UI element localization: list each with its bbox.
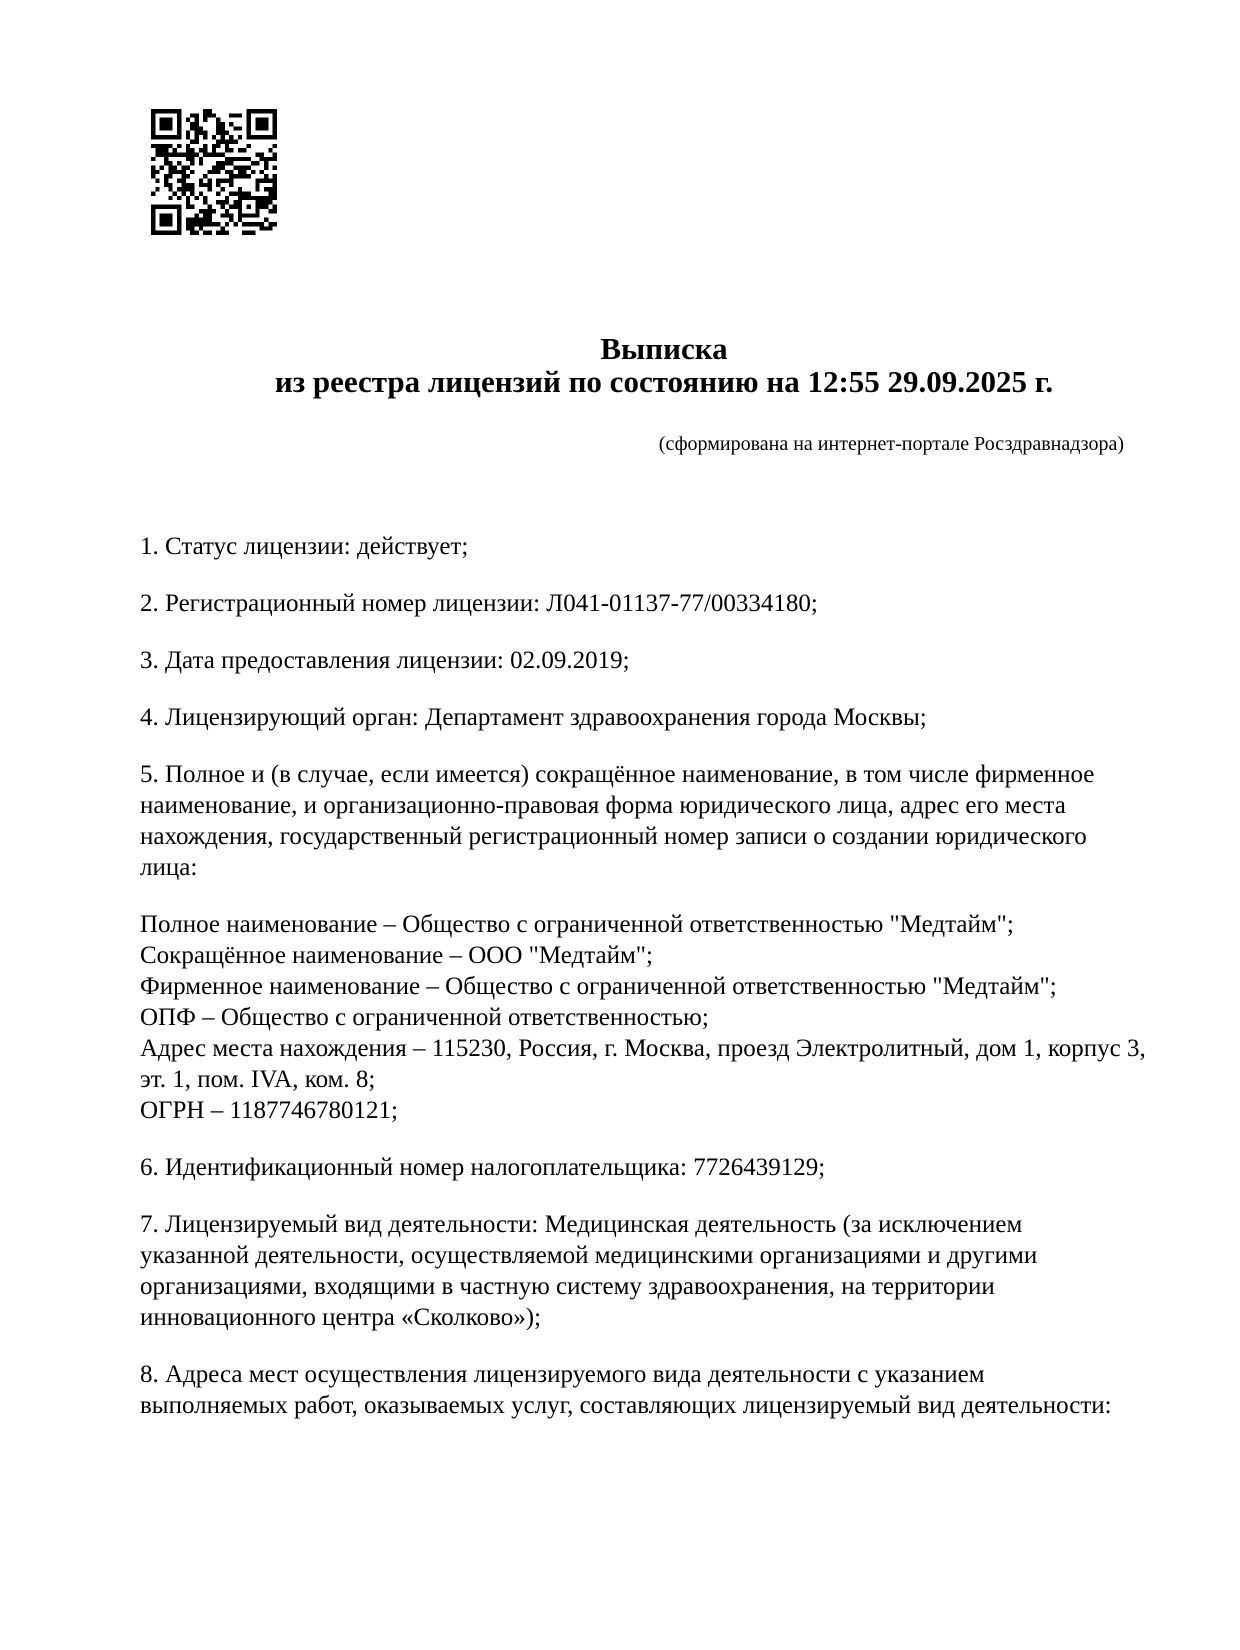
paragraph-inn: 6. Идентификационный номер налогоплательщика: 7726439129; (140, 1154, 826, 1181)
paragraph-grant-date: 3. Дата предоставления лицензии: 02.09.2019; (140, 647, 630, 674)
qr-code (151, 109, 277, 235)
company-short-name: Сокращённое наименование – ООО "Медтайм"; (140, 942, 653, 969)
formation-note: (сформирована на интернет-портале Росздравнадзора) (658, 433, 1124, 455)
company-full-name: Полное наименование – Общество с ограниченной ответственностью "Медтайм"; (140, 911, 1014, 938)
paragraph-licensed-activity: 7. Лицензируемый вид деятельности: Медицинская деятельность (за исключением указанной деятельности, осуществляемой медицинскими организациями и другими организациями, входящими в частную систему здравоохранения, на территории инновационного центра «Сколково»); (140, 1211, 1038, 1331)
document-header (88, 332, 1240, 398)
paragraph-registration-number: 2. Регистрационный номер лицензии: Л041-01137-77/00334180; (140, 590, 818, 617)
document-title-line-2: из реестра лицензий по состоянию на 12:55 29.09.2025 г. (274, 364, 1054, 399)
company-address-line-2: эт. 1, пом. IVA, ком. 8; (140, 1066, 376, 1093)
paragraph-addresses-intro: 8. Адреса мест осуществления лицензируемого вида деятельности с указанием выполняемых работ, оказываемых услуг, составляющих лицензируемый вид деятельности: (140, 1361, 1112, 1419)
company-address-line-1: Адрес места нахождения – 115230, Россия, г. Москва, проезд Электролитный, дом 1, корпус 3, (140, 1035, 1146, 1062)
paragraph-licensing-authority: 4. Лицензирующий орган: Департамент здравоохранения города Москвы; (140, 704, 927, 731)
document-body (140, 531, 1146, 1447)
paragraph-names-intro: 5. Полное и (в случае, если имеется) сокращённое наименование, в том числе фирменное наименование, и организационно-правовая форма юридического лица, адрес его места нахождения, государственный регистрационный номер записи о создании юридического лица: (140, 761, 1095, 881)
company-legal-form: ОПФ – Общество с ограниченной ответственностью; (140, 1004, 709, 1031)
paragraph-license-status: 1. Статус лицензии: действует; (140, 533, 469, 560)
company-brand-name: Фирменное наименование – Общество с ограниченной ответственностью "Медтайм"; (140, 973, 1057, 1000)
company-ogrn: ОГРН – 1187746780121; (140, 1097, 398, 1124)
company-details-block (140, 909, 1146, 1126)
document-title: Выписка (600, 331, 728, 366)
